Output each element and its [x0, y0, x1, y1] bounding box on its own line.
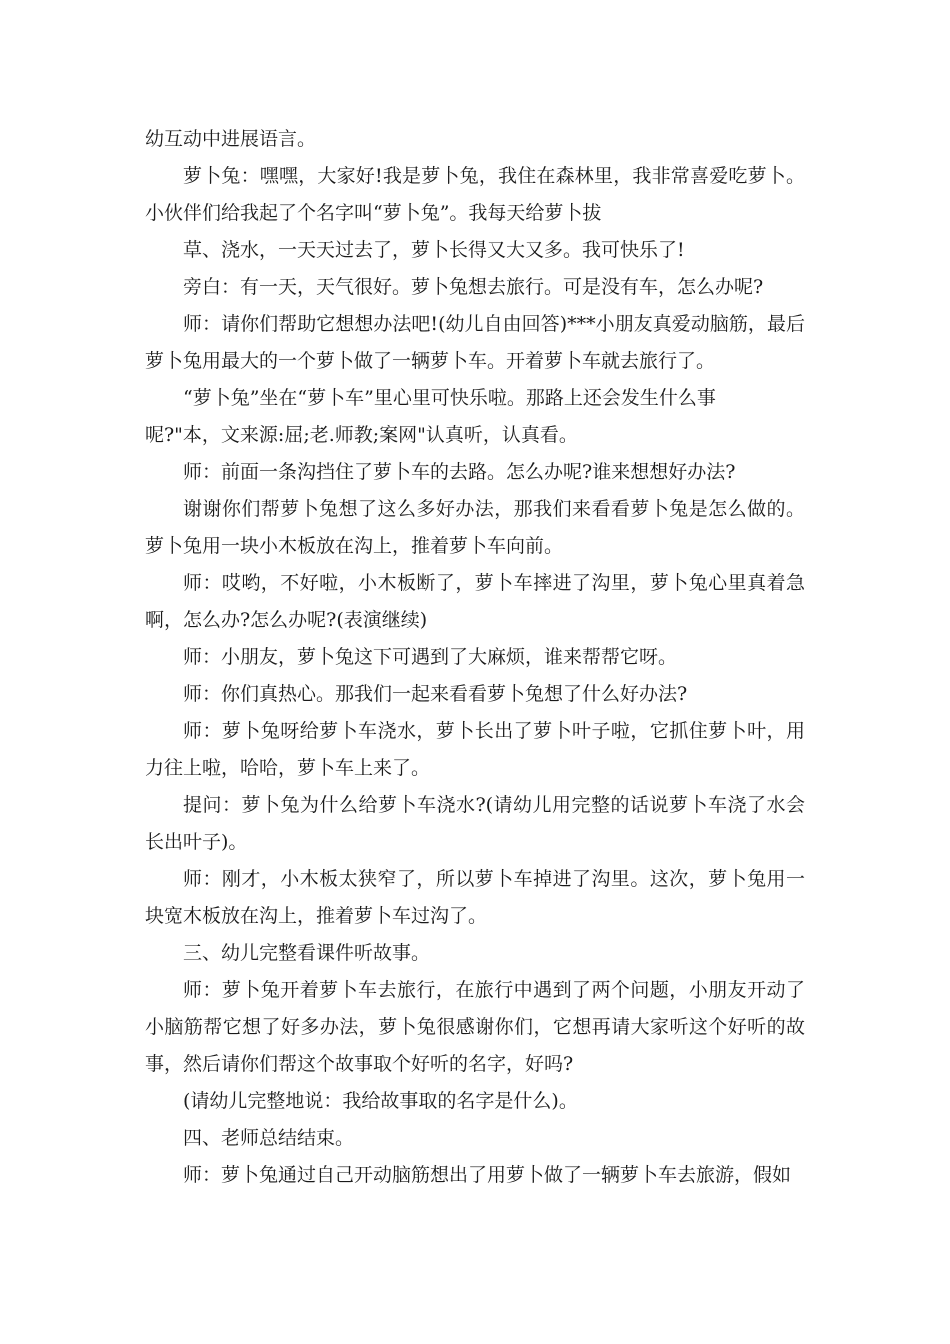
- paragraph-7: 呢?"本，文来源:屈;老.师教;案网"认真听，认真看。: [145, 424, 578, 446]
- paragraph-13: 师：萝卜兔呀给萝卜车浇水，萝卜长出了萝卜叶子啦，它抓住萝卜叶，用力往上啦，哈哈，萝卜车上来了。: [145, 720, 805, 779]
- paragraph-15: 师：刚才，小木板太狭窄了，所以萝卜车掉进了沟里。这次，萝卜兔用一块宽木板放在沟上，推着萝卜车过沟了。: [145, 868, 805, 927]
- paragraph-8: 师：前面一条沟挡住了萝卜车的去路。怎么办呢?谁来想想好办法?: [183, 461, 736, 483]
- paragraph-6: “萝卜兔”坐在“萝卜车”里心里可快乐啦。那路上还会发生什么事: [183, 387, 716, 409]
- document-body: [145, 121, 805, 1194]
- paragraph-1: 幼互动中进展语言。: [145, 128, 317, 150]
- paragraph-10: 师：哎哟，不好啦，小木板断了，萝卜车摔进了沟里，萝卜兔心里真着急啊，怎么办?怎么办呢?(表演继续): [145, 572, 805, 631]
- paragraph-16: 三、幼儿完整看课件听故事。: [183, 942, 431, 964]
- paragraph-20: 师：萝卜兔通过自己开动脑筋想出了用萝卜做了一辆萝卜车去旅游，假如: [183, 1164, 792, 1186]
- paragraph-4: 旁白：有一天，天气很好。萝卜兔想去旅行。可是没有车，怎么办呢?: [183, 276, 764, 298]
- paragraph-3: 草、浇水，一天天过去了，萝卜长得又大又多。我可快乐了!: [183, 239, 685, 261]
- paragraph-18: (请幼儿完整地说：我给故事取的名字是什么)。: [183, 1090, 578, 1112]
- paragraph-14: 提问：萝卜兔为什么给萝卜车浇水?(请幼儿用完整的话说萝卜车浇了水会长出叶子)。: [145, 794, 805, 853]
- paragraph-2: 萝卜兔：嘿嘿，大家好!我是萝卜兔，我住在森林里，我非常喜爱吃萝卜。小伙伴们给我起了个名字叫“萝卜兔”。我每天给萝卜拔: [145, 165, 805, 224]
- paragraph-17: 师：萝卜兔开着萝卜车去旅行，在旅行中遇到了两个问题，小朋友开动了小脑筋帮它想了好多办法，萝卜兔很感谢你们，它想再请大家听这个好听的故事，然后请你们帮这个故事取个好听的名字，好吗?: [145, 979, 805, 1075]
- paragraph-5: 师：请你们帮助它想想办法吧!(幼儿自由回答)***小朋友真爱动脑筋，最后萝卜兔用最大的一个萝卜做了一辆萝卜车。开着萝卜车就去旅行了。: [145, 313, 805, 372]
- paragraph-11: 师：小朋友，萝卜兔这下可遇到了大麻烦，谁来帮帮它呀。: [183, 646, 678, 668]
- paragraph-12: 师：你们真热心。那我们一起来看看萝卜兔想了什么好办法?: [183, 683, 688, 705]
- paragraph-9: 谢谢你们帮萝卜兔想了这么多好办法，那我们来看看萝卜兔是怎么做的。萝卜兔用一块小木板放在沟上，推着萝卜车向前。: [145, 498, 805, 557]
- paragraph-19: 四、老师总结结束。: [183, 1127, 355, 1149]
